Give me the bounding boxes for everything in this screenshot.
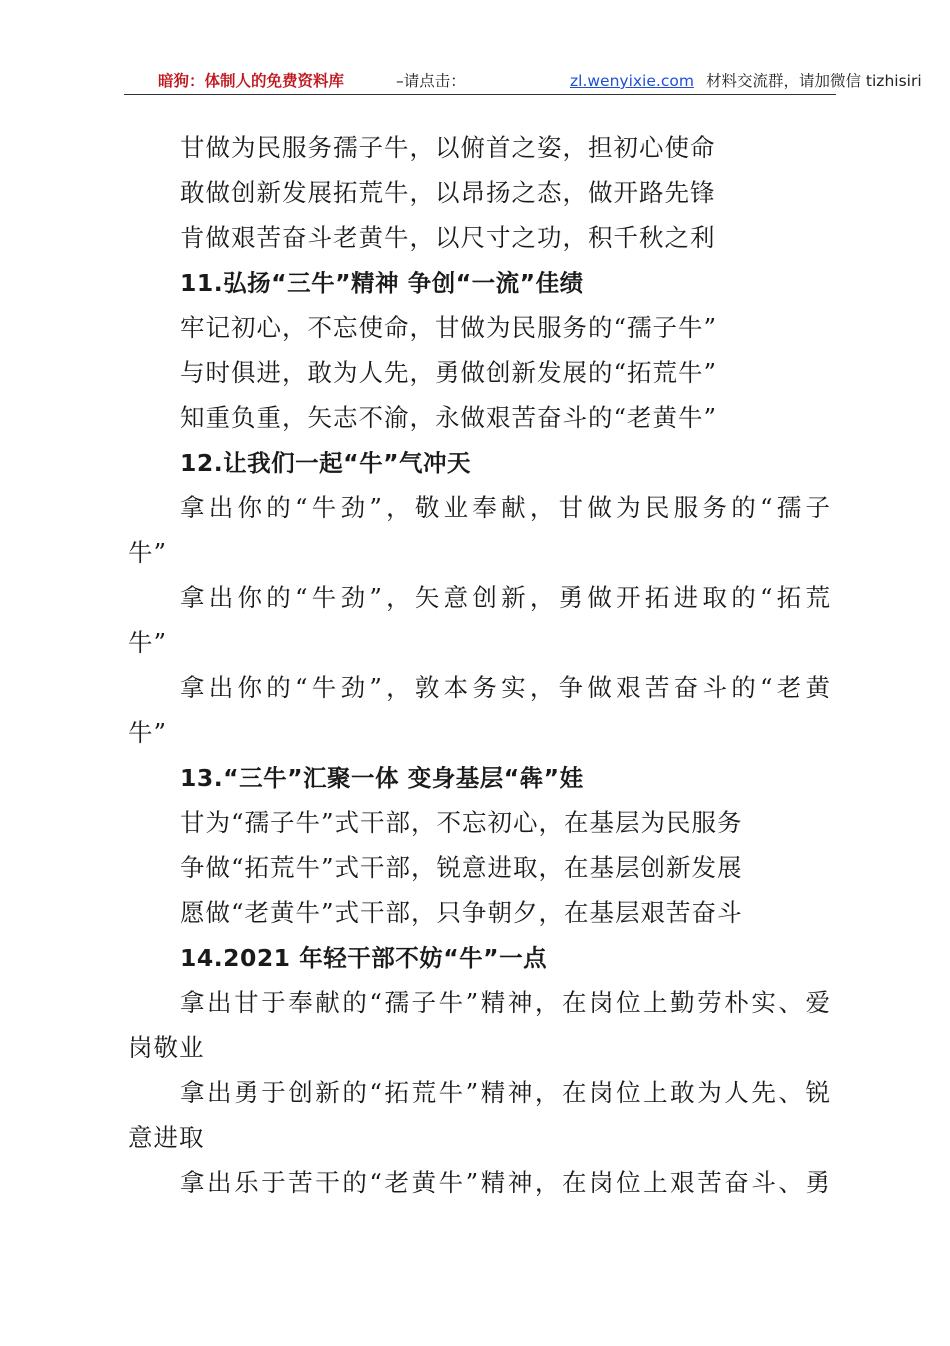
text-line: 拿出你的“牛劲”，矢意创新，勇做开拓进取的“拓荒 — [180, 583, 830, 612]
text-line: 岗敬业 — [128, 1033, 205, 1062]
text-line: 甘做为民服务孺子牛，以俯首之姿，担初心使命 — [180, 133, 716, 162]
site-link[interactable]: zl.wenyixie.com — [570, 72, 694, 90]
text-line: 拿出你的“牛劲”，敬业奉献，甘做为民服务的“孺子 — [180, 493, 830, 522]
text-line: 肯做艰苦奋斗老黄牛，以尺寸之功，积千秋之利 — [180, 223, 716, 252]
section-heading: 11.弘扬“三牛”精神 争创“一流”佳绩 — [180, 269, 584, 297]
text-line: 牛” — [128, 628, 168, 657]
page-header — [124, 68, 922, 95]
section-heading: 12.让我们一起“牛”气冲天 — [180, 449, 472, 477]
text-line: 敢做创新发展拓荒牛，以昂扬之态，做开路先锋 — [180, 178, 716, 207]
text-line: 拿出你的“牛劲”，敦本务实，争做艰苦奋斗的“老黄 — [180, 673, 830, 702]
text-line: 甘为“孺子牛”式干部，不忘初心，在基层为民服务 — [180, 808, 743, 837]
text-line: 拿出勇于创新的“拓荒牛”精神，在岗位上敢为人先、锐 — [180, 1078, 830, 1107]
text-line: 拿出甘于奉献的“孺子牛”精神，在岗位上勤劳朴实、爱 — [180, 988, 830, 1017]
text-line: 愿做“老黄牛”式干部，只争朝夕，在基层艰苦奋斗 — [180, 898, 743, 927]
text-line: 牛” — [128, 718, 168, 747]
text-line: 争做“拓荒牛”式干部，锐意进取，在基层创新发展 — [180, 853, 743, 882]
text-line: 牛” — [128, 538, 168, 567]
text-line: 知重负重，矢志不渝，永做艰苦奋斗的“老黄牛” — [180, 403, 718, 432]
section-heading: 14.2021 年轻干部不妨“牛”一点 — [180, 944, 548, 972]
text-line: 牢记初心，不忘使命，甘做为民服务的“孺子牛” — [180, 313, 718, 342]
click-prefix: –请点击： — [396, 72, 466, 90]
text-line: 与时俱进，敢为人先，勇做创新发展的“拓荒牛” — [180, 358, 718, 387]
section-heading: 13.“三牛”汇聚一体 变身基层“犇”娃 — [180, 764, 584, 792]
text-line: 意进取 — [128, 1123, 205, 1152]
site-name: 暗狗：体制人的免费资料库 — [158, 72, 345, 90]
contact-note: 材料交流群，请加微信 tizhisiri — [706, 72, 922, 90]
text-line: 拿出乐于苦干的“老黄牛”精神，在岗位上艰苦奋斗、勇 — [180, 1168, 830, 1197]
